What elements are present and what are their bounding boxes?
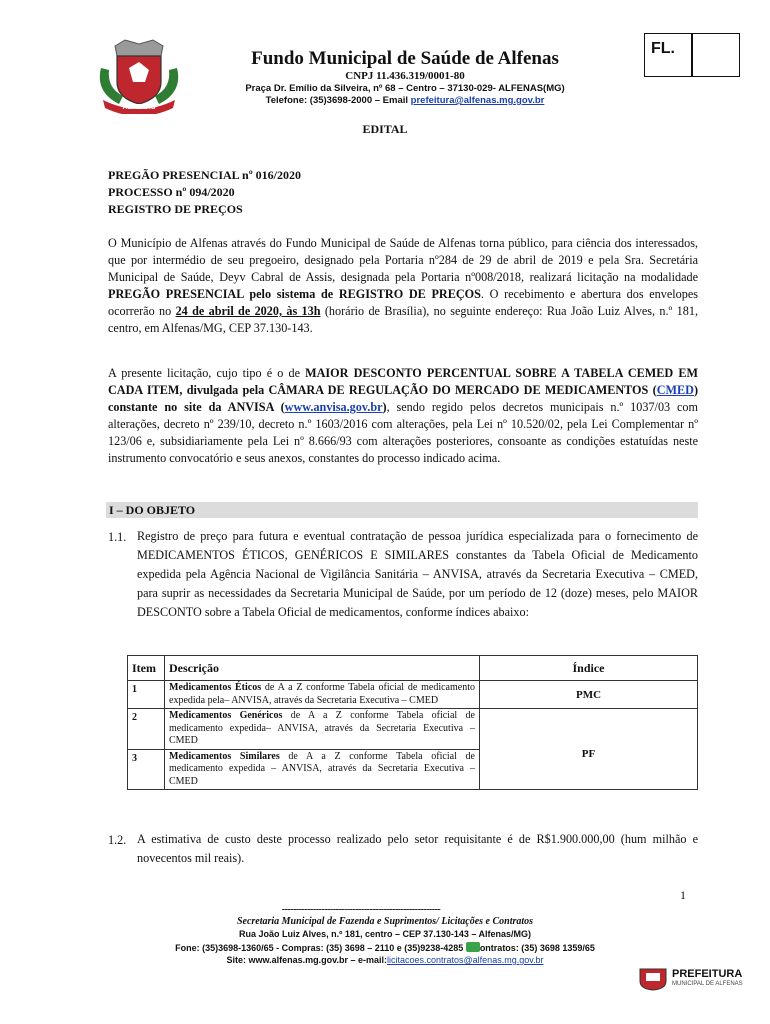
cmed-link[interactable]: CMED — [656, 383, 694, 397]
para2-bold-a: MAIOR DESCONTO PERCENTUAL SOBRE A TABELA CEMED EM CADA ITEM, divulgada pela CÂMARA DE REGULAÇÃO DO MERCADO DE MEDICAMENTOS ( — [108, 366, 698, 397]
footer-phones — [0, 942, 770, 953]
opening-date: 24 de abril de 2020, às 13h — [175, 304, 321, 318]
para1-text-a: O Município de Alfenas através do Fundo Municipal de Saúde de Alfenas torna público, para ciência dos interessados, que por intermédio de seu pregoeiro, designado pela Portaria nº284 de 29 de abril de 2019 e pela Sra. Secretária Municipal de Saúde, Deyv Cabral de Assis, designada pela Portaria nº008/2018, realizará licitação na modalidade — [108, 236, 698, 284]
footer-site — [0, 955, 770, 965]
processo-number: PROCESSO nº 094/2020 — [108, 185, 235, 199]
prefeitura-logo-icon — [636, 965, 670, 991]
item-1-2-text: A estimativa de custo deste processo realizado pelo setor requisitante é de R$1.900.000,00 (hum milhão e novecentos mil reais). — [137, 832, 698, 865]
email-link[interactable]: prefeitura@alfenas.mg.gov.br — [410, 95, 545, 106]
para1-bold-a: PREGÃO PRESENCIAL pelo sistema de REGISTRO DE PREÇOS — [108, 287, 481, 301]
registro-label: REGISTRO DE PREÇOS — [108, 202, 243, 216]
row-desc-rest: de A a Z conforme Tabela oficial de medicamento expedida pela– ANVISA, através da Secretaria Executiva – CMED — [169, 682, 475, 706]
institution-contact — [215, 95, 595, 106]
prefeitura-logo-text: PREFEITURA — [672, 968, 743, 980]
anvisa-link[interactable]: www.anvisa.gov.br — [284, 400, 383, 414]
para2-bold-c: ) — [382, 400, 387, 414]
para2-text-a: A presente licitação, cujo tipo é o de — [108, 366, 306, 380]
row-item-number: 1 — [128, 681, 165, 709]
municipal-crest-logo — [95, 38, 183, 114]
prefeitura-logo-subtext: MUNICIPAL DE ALFENAS — [672, 981, 743, 987]
intro-paragraph — [108, 235, 698, 337]
row-desc-rest: de A a Z conforme Tabela oficial de medicamento expedida – ANVISA, através da Secretaria Executiva – CMED — [169, 750, 475, 787]
institution-title: Fundo Municipal de Saúde de Alfenas — [251, 48, 559, 69]
row-index-pf: PF — [480, 709, 698, 790]
footer-email-link[interactable]: licitacoes.contratos@alfenas.mg.gov.br — [387, 955, 544, 965]
table-header-row — [128, 656, 698, 681]
type-paragraph — [108, 365, 698, 467]
para2-text-b: , sendo regido pelos decretos municipais n.º 1037/03 com alterações, decreto nº 239/10, decreto n.º 1603/2016 com alterações, pela Lei nº 10.520/02, pela Lei Complementar nº 123/06 e, subsidiariamente pela Lei nº 8.666/93 com alterações posteriores, consoante as condições estatuídas neste instrumento convocatório e seus anexos, constantes do processo indicado acima. — [108, 400, 699, 465]
para1-text-b: . O recebimento e abertura dos envelopes ocorrerão no — [108, 287, 698, 318]
row-desc-rest: de A a Z conforme Tabela oficial de medicamento expedida– ANVISA, através da Secretaria Executiva – CMED — [169, 710, 475, 746]
pregao-number: PREGÃO PRESENCIAL nº 016/2020 — [108, 168, 301, 182]
row-index-pmc: PMC — [480, 681, 698, 709]
cnpj: CNPJ 11.436.319/0001-80 — [345, 70, 465, 82]
institution-address: Praça Dr. Emílio da Silveira, nº 68 – Centro – 37130-029- ALFENAS(MG) — [245, 83, 565, 94]
folio-divider — [691, 34, 693, 76]
item-1-1-text: Registro de preço para futura e eventual contratação de pessoa jurídica especializada para o fornecimento de MEDICAMENTOS ÉTICOS, GENÉRICOS E SIMILARES constantes da Tabela Oficial de Medicamento expedida pela Agência Nacional de Vigilância Sanitária – ANVISA, através da Secretaria Executiva – CMED, para suprir as necessidades da Secretaria Municipal de Saúde, por um período de 12 (doze) meses, pelo MAIOR DESCONTO sobre a Tabela Oficial de medicamentos, conforme índices abaixo: — [137, 529, 698, 619]
table-row — [128, 681, 698, 709]
row-description — [165, 681, 480, 709]
whatsapp-icon — [466, 942, 480, 952]
row-description — [165, 749, 480, 790]
footer-address: Rua João Luiz Alves, n.º 181, centro – CEP 37.130-143 – Alfenas/MG) — [238, 929, 532, 939]
folio-label: FL. — [651, 40, 675, 57]
phone-text: Telefone: (35)3698-2000 – Email — [265, 95, 409, 106]
footer-site-text: Site: www.alfenas.mg.gov.br – e-mail: — [226, 955, 387, 965]
header-item: Item — [128, 656, 165, 681]
header-descricao: Descrição — [165, 656, 480, 681]
header-indice: Índice — [480, 656, 698, 681]
footer-divider: -------------------------------------------------------- — [281, 904, 441, 915]
crest-banner-text: ALFENAS — [122, 104, 156, 111]
medicines-table — [127, 655, 698, 790]
folio-box — [644, 33, 740, 77]
para1-text-c: (horário de Brasília), no seguinte endereço: Rua João Luiz Alves, n.º 181, centro, em Alfenas/MG, CEP 37.130-143. — [108, 304, 699, 335]
row-desc-bold: Medicamentos Éticos — [169, 682, 262, 693]
footer-department: Secretaria Municipal de Fazenda e Suprimentos/ Licitações e Contratos — [236, 916, 534, 927]
row-desc-bold: Medicamentos Similares — [169, 750, 280, 762]
footer-phones-a: Fone: (35)3698-1360/65 - Compras: (35) 3698 – 2110 e (35)9238-4285 — [175, 943, 464, 953]
document-title: EDITAL — [362, 122, 408, 136]
section-objeto-header — [106, 502, 698, 518]
item-1-1-number: 1.1. — [108, 530, 127, 544]
page-number: 1 — [680, 888, 686, 902]
footer-phones-b: ontratos: (35) 3698 1359/65 — [479, 943, 595, 953]
row-item-number: 2 — [128, 709, 165, 750]
table-row — [128, 709, 698, 750]
row-item-number: 3 — [128, 749, 165, 790]
item-1-2-number: 1.2. — [108, 833, 127, 847]
section-objeto-title: I – DO OBJETO — [109, 503, 196, 517]
row-description — [165, 709, 480, 750]
row-desc-bold: Medicamentos Genéricos — [169, 710, 283, 721]
para2-bold-b: ) constante no site da ANVISA ( — [108, 383, 698, 414]
